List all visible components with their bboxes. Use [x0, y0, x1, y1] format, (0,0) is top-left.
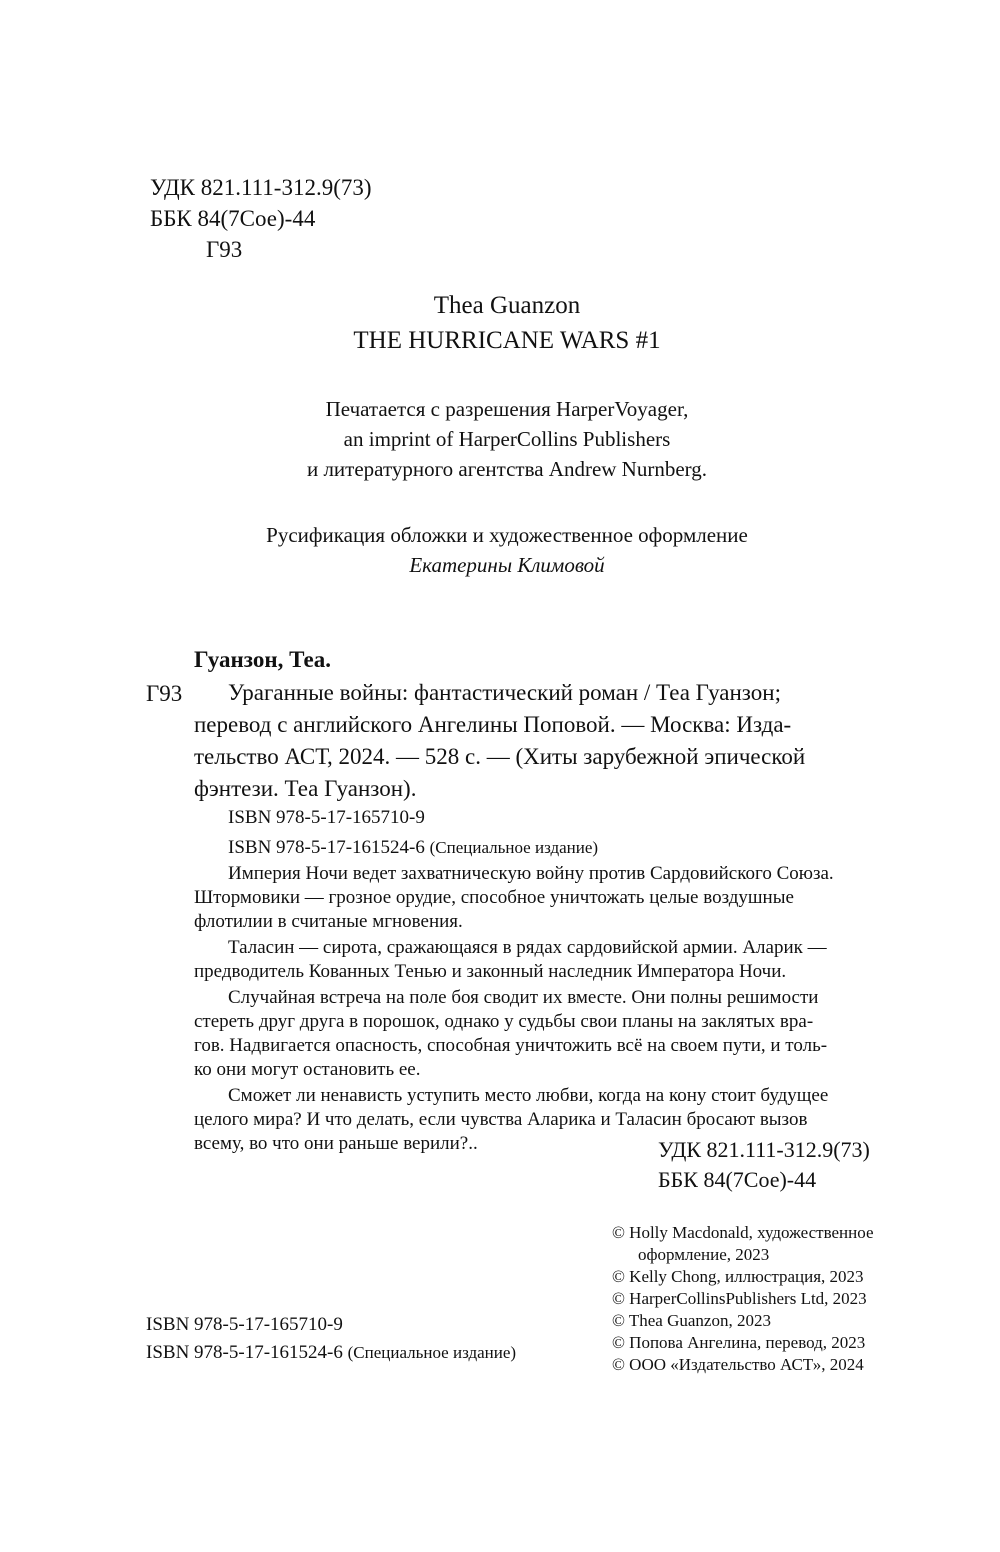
catalog-author-sign: Г93	[146, 681, 183, 706]
isbn-line: ISBN 978-5-17-165710-9	[228, 807, 425, 828]
annotation-line: Сможет ли ненависть уступить место любви, когда на кону стоит будущее	[228, 1085, 829, 1106]
bottom-classification	[658, 1135, 870, 1195]
isbn-line	[146, 1339, 516, 1367]
annotation-line: стереть друг друга в порошок, однако у судьбы свои планы на заклятых вра-	[194, 1011, 814, 1032]
copyright-line: © Kelly Chong, иллюстрация, 2023	[612, 1267, 864, 1286]
bbk-code: ББК 84(7Сое)-44	[150, 206, 316, 231]
annotation-paragraph	[194, 862, 888, 934]
catalog-description	[194, 677, 888, 805]
udk-code: УДК 821.111-312.9(73)	[658, 1137, 870, 1162]
annotation-line: Империя Ночи ведет захватническую войну против Сардовийского Союза.	[228, 863, 834, 884]
isbn-line: ISBN 978-5-17-165710-9	[146, 1314, 343, 1335]
catalog-author-heading: Гуанзон, Теа.	[194, 647, 331, 672]
copyright-line: © HarperCollinsPublishers Ltd, 2023	[612, 1289, 867, 1308]
original-title: THE HURRICANE WARS #1	[353, 327, 661, 354]
copyright-line: © Попова Ангелина, перевод, 2023	[612, 1333, 866, 1352]
annotation-line: гов. Надвигается опасность, способная уничтожить всё на своем пути, и толь-	[194, 1035, 828, 1056]
catalog-line: фэнтези. Теа Гуанзон).	[194, 776, 417, 801]
original-edition	[140, 288, 874, 358]
author-sign: Г93	[206, 237, 243, 262]
isbn-number: ISBN 978-5-17-161524-6	[146, 1342, 343, 1363]
copyright-line: оформление, 2023	[638, 1245, 770, 1264]
isbn-note: (Специальное издание)	[429, 838, 599, 857]
annotation-line: ко они могут остановить ее.	[194, 1059, 421, 1080]
classification-block	[150, 172, 372, 265]
catalog-line: тельство АСТ, 2024. — 528 с. — (Хиты зарубежной эпической	[194, 744, 806, 769]
original-author: Thea Guanzon	[433, 292, 581, 319]
catalog-line: Ураганные войны: фантастический роман / Теа Гуанзон;	[228, 680, 781, 705]
annotation-line: целого мира? И что делать, если чувства Аларика и Таласин бросают вызов	[194, 1109, 808, 1130]
copyright-line: © ООО «Издательство АСТ», 2024	[612, 1355, 864, 1374]
annotation	[194, 862, 888, 1158]
isbn-line	[228, 833, 598, 863]
annotation-line: Случайная встреча на поле боя сводит их вместе. Они полны решимости	[228, 987, 819, 1008]
permission-notice	[140, 394, 874, 484]
permission-line: и литературного агентства Andrew Nurnberg.	[306, 457, 708, 481]
annotation-line: всему, во что они раньше верили?..	[194, 1133, 478, 1154]
permission-line: Печатается с разрешения HarperVoyager,	[325, 397, 689, 421]
copyright-line: © Holly Macdonald, художественное	[612, 1223, 874, 1242]
copyright-line: © Thea Guanzon, 2023	[612, 1311, 771, 1330]
catalog-isbn-list	[228, 803, 598, 863]
annotation-line: флотилии в считаные мгновения.	[194, 911, 463, 932]
annotation-paragraph	[194, 986, 888, 1082]
copyright-list	[612, 1222, 874, 1376]
annotation-line: Таласин — сирота, сражающаяся в рядах сардовийской армии. Аларик —	[228, 937, 827, 958]
isbn-note: (Специальное издание)	[347, 1343, 517, 1362]
permission-line: an imprint of HarperCollins Publishers	[343, 427, 671, 451]
design-line: Русификация обложки и художественное оформление	[266, 523, 748, 547]
catalog-line: перевод с английского Ангелины Поповой. — Москва: Изда-	[194, 712, 792, 737]
bottom-isbn-list	[146, 1311, 516, 1367]
bbk-code: ББК 84(7Сое)-44	[658, 1167, 817, 1192]
annotation-line: предводитель Кованных Тенью и законный наследник Императора Ночи.	[194, 961, 787, 982]
udk-code: УДК 821.111-312.9(73)	[150, 175, 372, 200]
isbn-number: ISBN 978-5-17-161524-6	[228, 837, 425, 858]
annotation-paragraph	[194, 936, 888, 984]
designer-name: Екатерины Климовой	[409, 553, 605, 577]
annotation-line: Штормовики — грозное орудие, способное уничтожать целые воздушные	[194, 887, 794, 908]
design-credit	[140, 520, 874, 580]
